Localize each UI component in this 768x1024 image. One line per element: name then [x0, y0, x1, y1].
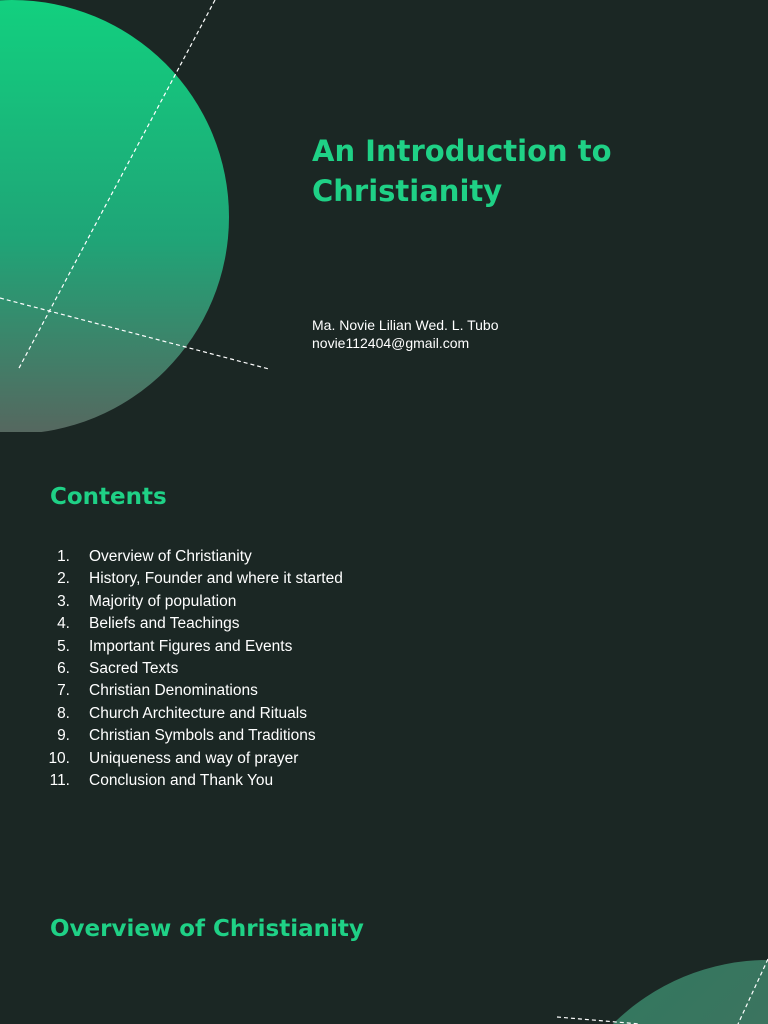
item-label: Uniqueness and way of prayer: [89, 749, 299, 767]
contents-item: [40, 658, 343, 680]
contents-heading: Contents: [50, 484, 167, 510]
contents-item: [40, 680, 343, 702]
item-number: 8.: [57, 704, 70, 722]
author-block: [312, 316, 499, 352]
author-name: Ma. Novie Lilian Wed. L. Tubo: [312, 317, 499, 333]
item-number: 5.: [57, 637, 70, 655]
item-label: Christian Denominations: [89, 682, 258, 700]
item-number: 7.: [57, 682, 70, 700]
item-label: Beliefs and Teachings: [89, 615, 240, 633]
item-label: Sacred Texts: [89, 659, 179, 677]
item-label: Christian Symbols and Traditions: [89, 727, 316, 745]
gradient-circle: [548, 960, 768, 1024]
item-label: Overview of Christianity: [89, 548, 252, 565]
contents-item: [40, 770, 343, 792]
item-number: 2.: [57, 570, 70, 588]
item-label: Important Figures and Events: [89, 637, 293, 655]
overview-heading: Overview of Christianity: [50, 916, 364, 942]
contents-item: [40, 568, 343, 590]
decorative-circle-graphic: [0, 864, 768, 1024]
document-title: An Introduction to Christianity: [312, 134, 612, 208]
contents-item: [40, 591, 343, 613]
item-number: 9.: [57, 727, 70, 745]
title-slide: [0, 0, 768, 432]
item-number: 10.: [48, 749, 70, 767]
contents-item: [40, 636, 343, 658]
item-number: 1.: [57, 548, 70, 565]
contents-item: [40, 725, 343, 747]
item-number: 6.: [57, 659, 70, 677]
item-number: 4.: [57, 615, 70, 633]
contents-list: [40, 546, 343, 792]
item-label: History, Founder and where it started: [89, 570, 343, 588]
item-label: Majority of population: [89, 592, 237, 610]
author-email: novie112404@gmail.com: [312, 335, 470, 351]
item-number: 3.: [57, 592, 70, 610]
contents-item: [40, 613, 343, 635]
item-number: 11.: [49, 771, 70, 789]
decorative-circle-graphic: [0, 0, 768, 432]
gradient-circle: [0, 0, 229, 432]
contents-item: [40, 546, 343, 568]
contents-item: [40, 748, 343, 770]
contents-slide: [0, 432, 768, 864]
contents-item: [40, 703, 343, 725]
item-label: Conclusion and Thank You: [89, 771, 274, 789]
item-label: Church Architecture and Rituals: [89, 704, 307, 722]
overview-slide: [0, 864, 768, 1024]
